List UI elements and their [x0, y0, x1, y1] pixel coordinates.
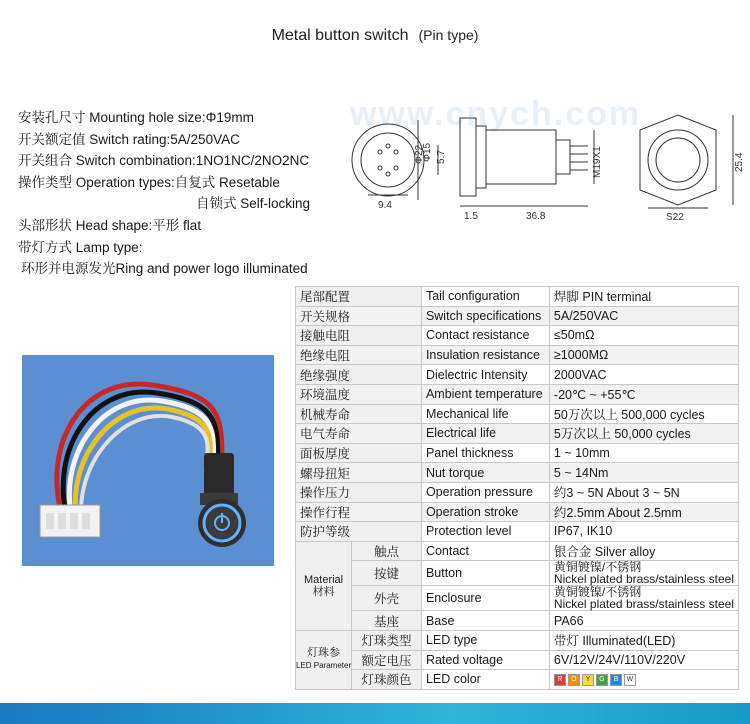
- material-group-label: [296, 541, 352, 630]
- dim-36-8-label: 36.8: [526, 211, 546, 222]
- spec-list: [18, 107, 310, 280]
- row-value: [549, 561, 738, 586]
- led-color-swatch: Y: [582, 674, 594, 686]
- row-cn-label: 机械寿命: [296, 404, 422, 424]
- row-value-en: Nickel plated brass/stainless steel: [553, 597, 734, 612]
- row-en-label: LED type: [421, 630, 549, 650]
- row-value: -20℃ ~ +55℃: [549, 384, 738, 404]
- row-cn-label: 灯珠颜色: [352, 670, 422, 690]
- table-row: [296, 287, 739, 307]
- material-label-en: Material: [304, 573, 344, 586]
- row-en-label: Panel thickness: [421, 443, 549, 463]
- spec-operation-types: 操作类型 Operation types:自复式 Resetable: [18, 174, 280, 190]
- led-label-cn: 灯珠参: [307, 647, 341, 660]
- row-cn-label: 电气寿命: [296, 424, 422, 444]
- row-en-label: Nut torque: [421, 463, 549, 483]
- rear-view-hex-nut: [640, 115, 716, 205]
- dim-5-7-label: 5.7: [436, 150, 447, 164]
- row-value: 5 ~ 14Nm: [549, 463, 738, 483]
- row-cn-label: 尾部配置: [296, 287, 422, 307]
- row-value: 约3 ~ 5N About 3 ~ 5N: [549, 482, 738, 502]
- pin-hole-icon: [394, 166, 398, 170]
- table-row: [296, 502, 739, 522]
- footer-bar: [0, 703, 750, 724]
- spec-head-shape: 头部形状 Head shape:平形 flat: [18, 217, 202, 233]
- led-label-en: LED Parameter: [296, 661, 352, 671]
- side-bezel: [476, 126, 486, 188]
- table-row: [296, 384, 739, 404]
- product-photo: [22, 355, 274, 566]
- table-row: [296, 345, 739, 365]
- row-cn-label: 螺母扭矩: [296, 463, 422, 483]
- row-value: 1 ~ 10mm: [549, 443, 738, 463]
- pin-hole-icon: [386, 172, 390, 176]
- row-en-label: Base: [421, 611, 549, 631]
- row-value: 6V/12V/24V/110V/220V: [549, 650, 738, 670]
- side-body: [486, 130, 556, 184]
- side-terminal-block: [556, 140, 570, 174]
- table-row: [296, 561, 739, 586]
- row-cn-label: 开关规格: [296, 306, 422, 326]
- table-row: [296, 463, 739, 483]
- spec-lamp-type-detail: 环形并电源发光Ring and power logo illuminated: [21, 261, 308, 277]
- dim-25-4-label: 25.4: [734, 152, 745, 172]
- row-en-label: Electrical life: [421, 424, 549, 444]
- watermark-text: www.cnych.com: [350, 95, 642, 133]
- table-row: [296, 650, 739, 670]
- row-value: 银合金 Silver alloy: [549, 541, 738, 561]
- side-head: [460, 118, 476, 196]
- row-en-label: Switch specifications: [421, 306, 549, 326]
- dim-phi22-label: Φ22: [414, 144, 425, 164]
- row-en-label: Contact resistance: [421, 326, 549, 346]
- row-en-label: Ambient temperature: [421, 384, 549, 404]
- row-cn-label: 按键: [352, 561, 422, 586]
- led-color-swatch: G: [596, 674, 608, 686]
- led-color-swatch: R: [554, 674, 566, 686]
- row-value: 带灯 Illuminated(LED): [549, 630, 738, 650]
- table-row: [296, 541, 739, 561]
- table-row: [296, 443, 739, 463]
- led-color-swatch: O: [568, 674, 580, 686]
- row-value: PA66: [549, 611, 738, 631]
- spec-self-locking: 自锁式 Self-locking: [196, 196, 311, 212]
- row-en-label: Dielectric Intensity: [421, 365, 549, 385]
- row-cn-label: 绝缘强度: [296, 365, 422, 385]
- row-value: 约2.5mm About 2.5mm: [549, 502, 738, 522]
- dim-9-4-label: 9.4: [378, 200, 392, 211]
- front-view-inner-circle: [361, 133, 415, 187]
- row-cn-label: 接触电阻: [296, 326, 422, 346]
- row-en-label: Mechanical life: [421, 404, 549, 424]
- row-en-label: LED color: [421, 670, 549, 690]
- dimension-drawing: [348, 100, 748, 225]
- spec-switch-rating: 开关额定值 Switch rating:5A/250VAC: [18, 131, 240, 147]
- table-row: [296, 365, 739, 385]
- row-en-label: Enclosure: [421, 586, 549, 611]
- table-row: [296, 522, 739, 542]
- row-value-cn: 黄铜镀镍/不锈钢: [553, 560, 642, 575]
- page-title: [0, 27, 750, 45]
- row-value-en: Nickel plated brass/stainless steel: [553, 572, 734, 587]
- row-en-label: Protection level: [421, 522, 549, 542]
- row-en-label: Button: [421, 561, 549, 586]
- row-value: 5万次以上 50,000 cycles: [549, 424, 738, 444]
- table-row: [296, 611, 739, 631]
- dim-phi15-label: Φ15: [422, 142, 433, 162]
- spec-table: [295, 286, 739, 690]
- row-en-label: Rated voltage: [421, 650, 549, 670]
- row-en-label: Insulation resistance: [421, 345, 549, 365]
- row-cn-label: 外壳: [352, 586, 422, 611]
- row-cn-label: 环境温度: [296, 384, 422, 404]
- row-cn-label: 基座: [352, 611, 422, 631]
- row-value: 5A/250VAC: [549, 306, 738, 326]
- row-en-label: Tail configuration: [421, 287, 549, 307]
- spec-mounting-hole: 安装孔尺寸 Mounting hole size:Φ19mm: [18, 110, 254, 125]
- table-row: [296, 424, 739, 444]
- led-color-swatches: [549, 670, 738, 690]
- row-en-label: Operation stroke: [421, 502, 549, 522]
- row-value: [549, 586, 738, 611]
- title-pin-type: (Pin type): [418, 27, 479, 43]
- row-cn-label: 操作行程: [296, 502, 422, 522]
- table-row: [296, 586, 739, 611]
- row-cn-label: 面板厚度: [296, 443, 422, 463]
- table-row: [296, 630, 739, 650]
- row-cn-label: 绝缘电阻: [296, 345, 422, 365]
- table-row: [296, 306, 739, 326]
- row-value-cn: 黄铜镀镍/不锈钢: [553, 585, 642, 600]
- row-value: ≤50mΩ: [549, 326, 738, 346]
- pin-hole-icon: [378, 166, 382, 170]
- pin-hole-icon: [386, 144, 390, 148]
- row-en-label: Contact: [421, 541, 549, 561]
- row-cn-label: 灯珠类型: [352, 630, 422, 650]
- row-cn-label: 额定电压: [352, 650, 422, 670]
- row-cn-label: 防护等级: [296, 522, 422, 542]
- led-color-swatch: B: [610, 674, 622, 686]
- row-value: 2000VAC: [549, 365, 738, 385]
- row-en-label: Operation pressure: [421, 482, 549, 502]
- spec-lamp-type: 带灯方式 Lamp type:: [18, 239, 143, 255]
- row-value: IP67, IK10: [549, 522, 738, 542]
- table-row: [296, 670, 739, 690]
- led-color-swatch: W: [624, 674, 636, 686]
- led-group-label: [296, 630, 352, 689]
- row-value: ≥1000MΩ: [549, 345, 738, 365]
- dim-m19-label: M19X1: [592, 146, 603, 178]
- dim-1-5-label: 1.5: [464, 211, 478, 222]
- table-row: [296, 326, 739, 346]
- row-cn-label: 触点: [352, 541, 422, 561]
- table-row: [296, 404, 739, 424]
- row-value: 50万次以上 500,000 cycles: [549, 404, 738, 424]
- pin-hole-icon: [394, 150, 398, 154]
- material-label-cn: 材料: [312, 585, 335, 598]
- table-row: [296, 482, 739, 502]
- row-value: 焊脚 PIN terminal: [549, 287, 738, 307]
- pin-hole-icon: [378, 150, 382, 154]
- title-text: Metal button switch: [271, 27, 409, 44]
- dim-s22-label: S22: [666, 212, 684, 223]
- spec-switch-combination: 开关组合 Switch combination:1NO1NC/2NO2NC: [18, 153, 310, 169]
- row-cn-label: 操作压力: [296, 482, 422, 502]
